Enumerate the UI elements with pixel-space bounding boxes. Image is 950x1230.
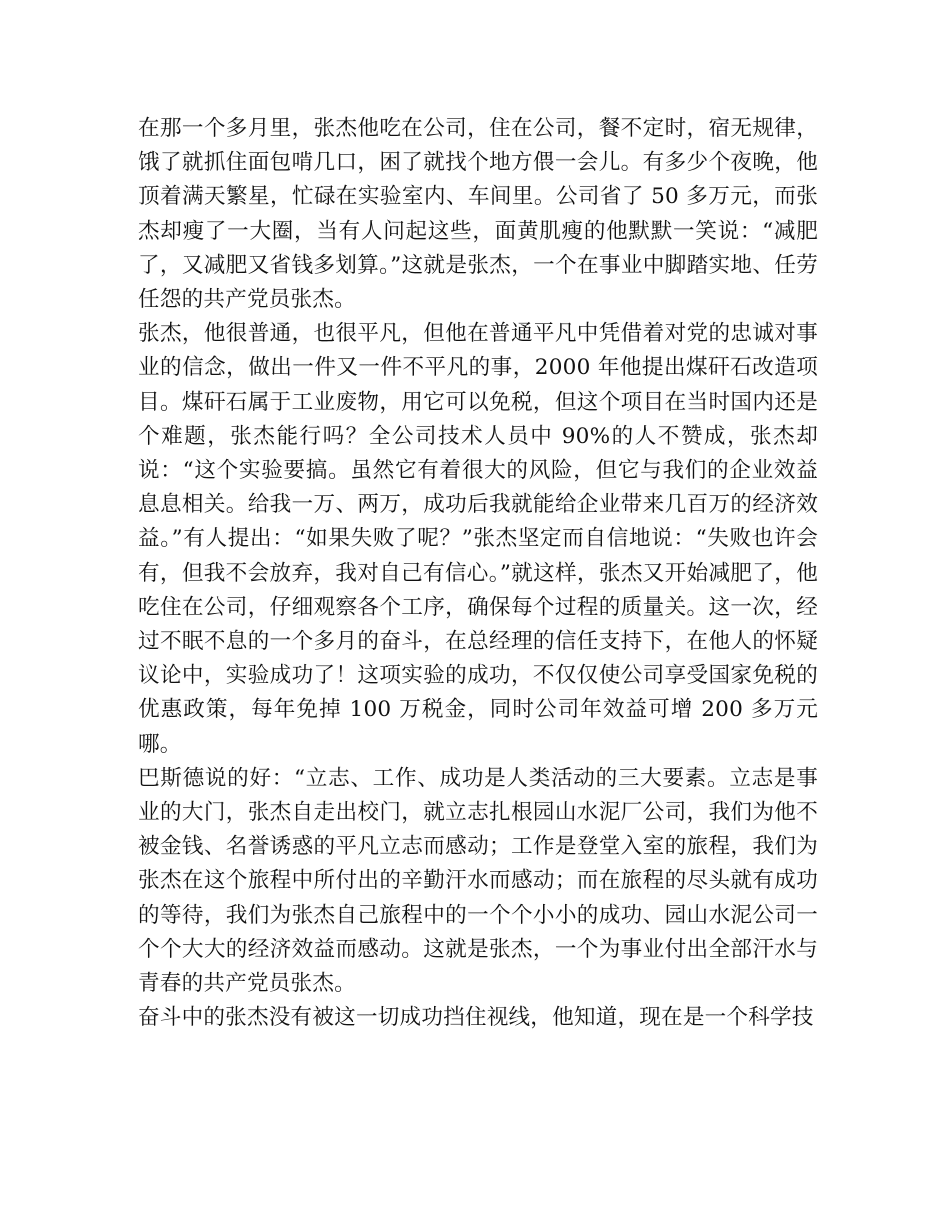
paragraph-1: 在那一个多月里，张杰他吃在公司，住在公司，餐不定时，宿无规律，饿了就抓住面包啃几口，困了就找个地方偎一会儿。有多少个夜晚，他顶着满天繁星，忙碌在实验室内、车间里。公司省了 50 多万元，而张杰却瘦了一大圈，当有人问起这些，面黄肌瘦的他默默一笑说：“减肥了，又减肥又省钱多划算。”这就是张杰，一个在事业中脚踏实地、任劳任怨的共产党员张杰。 <box>138 116 818 313</box>
paragraph-4: 奋斗中的张杰没有被这一切成功挡住视线，他知道，现在是一个科学技 <box>138 1005 814 1031</box>
paragraph-3: 巴斯德说的好：“立志、工作、成功是人类活动的三大要素。立志是事业的大门，张杰自走出校门，就立志扎根园山水泥厂公司，我们为他不被金钱、名誉诱惑的平凡立志而感动；工作是登堂入室的旅程，我们为张杰在这个旅程中所付出的辛勤汗水而感动；而在旅程的尽头就有成功的等待，我们为张杰自己旅程中的一个个小小的成功、园山水泥公司一个个大大的经济效益而感动。这就是张杰，一个为事业付出全部汗水与青春的共产党员张杰。 <box>138 765 818 997</box>
paragraph-2: 张杰，他很普通，也很平凡，但他在普通平凡中凭借着对党的忠诚对事业的信念，做出一件又一件不平凡的事，2000 年他提出煤矸石改造项目。煤矸石属于工业废物，用它可以免税，但这个项目在当时国内还是个难题，张杰能行吗？全公司技术人员中 90%的人不赞成，张杰却说：“这个实验要搞。虽然它有着很大的风险，但它与我们的企业效益息息相关。给我一万、两万，成功后我就能给企业带来几百万的经济效益。”有人提出：“如果失败了呢？”张杰坚定而自信地说：“失败也许会有，但我不会放弃，我对自己有信心。”就这样，张杰又开始减肥了，他吃住在公司，仔细观察各个工序，确保每个过程的质量关。这一次，经过不眠不息的一个多月的奋斗，在总经理的信任支持下，在他人的怀疑议论中，实验成功了！这项实验的成功，不仅仅使公司享受国家免税的优惠政策，每年免掉 100 万税金，同时公司年效益可增 200 多万元哪。 <box>138 321 818 757</box>
document-body <box>138 112 818 1035</box>
